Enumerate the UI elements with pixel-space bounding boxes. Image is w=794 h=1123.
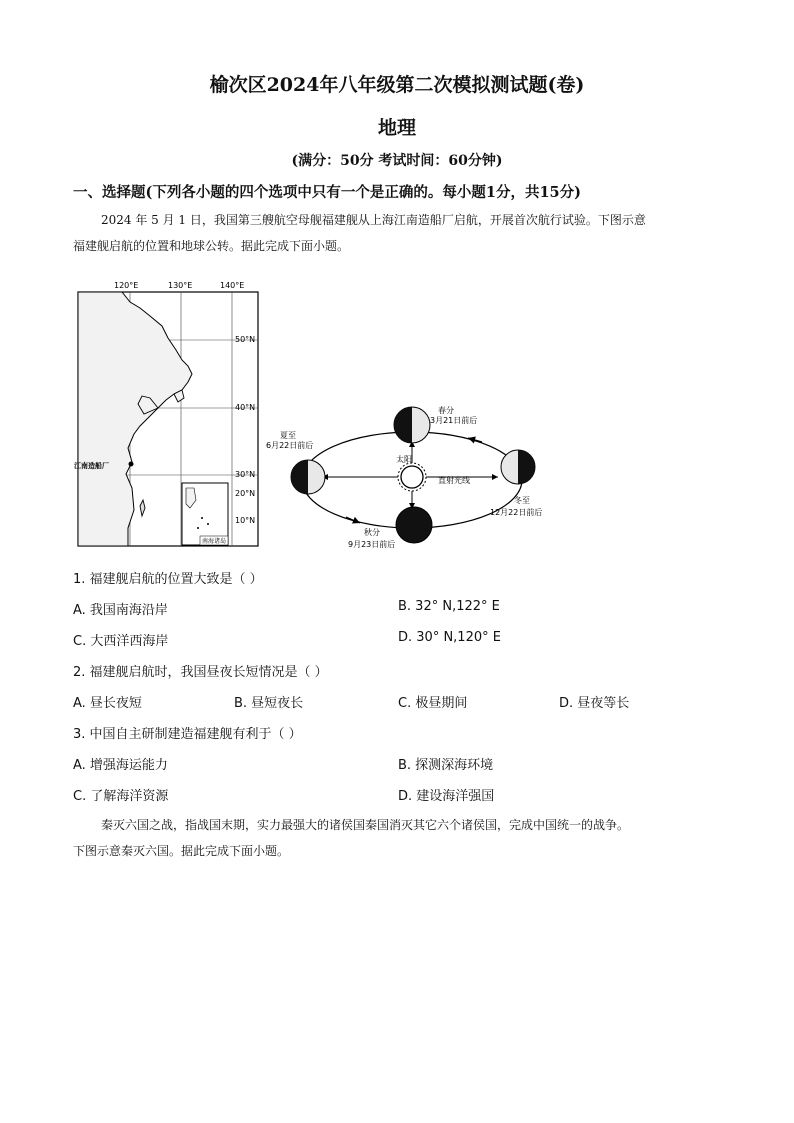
q1-option-c[interactable]: C. 大西洋西海岸	[73, 634, 169, 649]
question-2: 2. 福建舰启航时，我国昼夜长短情况是（ ）	[73, 665, 328, 680]
earth-winter-night	[518, 450, 535, 484]
orbit-arrow-top	[468, 438, 482, 442]
autumn-name: 秋分	[364, 528, 380, 537]
spring-name: 春分	[438, 406, 454, 415]
lat-label-40: 40°N	[235, 403, 256, 412]
winter-date: 12月22日前后	[490, 508, 543, 517]
sun	[401, 466, 423, 488]
passage-1-line-1: 2024 年 5 月 1 日，我国第三艘航空母舰福建舰从上海江南造船厂启航，开展首次航行试验。下图示意	[101, 213, 646, 227]
q2-option-b[interactable]: B. 昼短夜长	[234, 696, 304, 711]
question-1: 1. 福建舰启航的位置大致是（ ）	[73, 572, 263, 587]
china-coast-map	[70, 278, 270, 553]
orbit-arrow-bottom	[346, 517, 360, 523]
winter-name: 冬至	[514, 496, 530, 505]
passage-2-line-1: 秦灭六国之战，指战国末期，实力最强大的诸侯国秦国消灭其它六个诸侯国，完成中国统一的战争。	[101, 818, 630, 832]
exam-info: (满分：50分 考试时间：60分钟)	[291, 153, 503, 169]
exam-title: 榆次区2024年八年级第二次模拟测试题(卷)	[209, 74, 585, 96]
q1-option-d[interactable]: D. 30° N,120° E	[398, 630, 501, 645]
question-3: 3. 中国自主研制建造福建舰有利于（ ）	[73, 727, 302, 742]
q2-option-d[interactable]: D. 昼夜等长	[559, 696, 630, 711]
shipyard-marker	[129, 462, 134, 467]
q3-option-d[interactable]: D. 建设海洋强国	[398, 789, 495, 804]
inset-island-2	[207, 523, 209, 525]
autumn-date: 9月23日前后	[348, 540, 396, 549]
earth-autumn	[396, 507, 432, 543]
q2-option-c[interactable]: C. 极昼期间	[398, 696, 468, 711]
section-heading: 一、选择题(下列各小题的四个选项中只有一个是正确的。每小题1分，共15分)	[73, 184, 581, 201]
earth-orbit-diagram	[262, 405, 552, 555]
lon-label-120: 120°E	[114, 281, 139, 290]
sun-label: 太阳	[396, 455, 412, 464]
q3-option-b[interactable]: B. 探测深海环境	[398, 758, 494, 773]
inset-island-1	[201, 517, 203, 519]
q2-option-a[interactable]: A. 昼长夜短	[73, 696, 142, 711]
exam-subject: 地理	[377, 117, 416, 139]
passage-1	[73, 207, 723, 259]
summer-name: 夏至	[280, 431, 296, 440]
passage-2	[73, 812, 723, 864]
shipyard-label: 江南造船厂	[74, 462, 109, 470]
lon-label-140: 140°E	[220, 281, 245, 290]
summer-date: 6月22日前后	[266, 441, 314, 450]
spring-date: 3月21日前后	[430, 416, 478, 425]
lat-label-10: 10°N	[235, 516, 256, 525]
lon-label-130: 130°E	[168, 281, 193, 290]
passage-2-line-2: 下图示意秦灭六国。据此完成下面小题。	[73, 844, 290, 858]
lat-label-50: 50°N	[235, 335, 256, 344]
lat-label-30: 30°N	[235, 470, 256, 479]
q1-option-b[interactable]: B. 32° N,122° E	[398, 599, 500, 614]
passage-1-line-2: 福建舰启航的位置和地球公转。据此完成下面小题。	[73, 239, 350, 253]
inset-island-3	[197, 527, 199, 529]
lat-label-20: 20°N	[235, 489, 256, 498]
q3-option-a[interactable]: A. 增强海运能力	[73, 758, 168, 773]
q3-option-c[interactable]: C. 了解海洋资源	[73, 789, 169, 804]
ray-label: 直射光线	[438, 476, 470, 485]
earth-summer-night	[291, 460, 308, 494]
q1-option-a[interactable]: A. 我国南海沿岸	[73, 603, 168, 618]
earth-spring-night	[394, 407, 412, 443]
inset-label: 南海诸岛	[202, 538, 227, 545]
